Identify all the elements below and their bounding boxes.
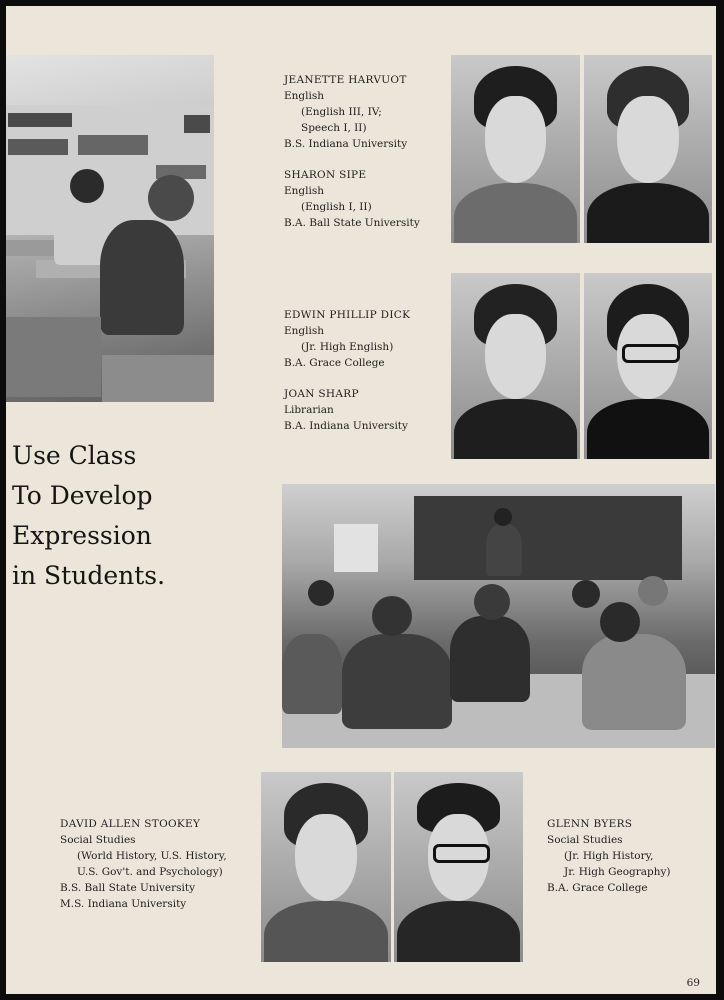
teacher-subject: Social Studies bbox=[547, 834, 623, 846]
portrait-byers bbox=[394, 772, 523, 962]
teacher-courses: U.S. Gov't. and Psychology) bbox=[77, 866, 223, 878]
teacher-subject: English bbox=[284, 325, 325, 337]
portrait-sipe bbox=[584, 55, 712, 243]
bio-sharp bbox=[284, 386, 408, 434]
bio-harvuot bbox=[284, 72, 407, 152]
portrait-sharp bbox=[584, 273, 712, 459]
teacher-name: JOAN SHARP bbox=[284, 388, 359, 400]
teacher-degree: B.A. Ball State University bbox=[284, 217, 420, 229]
portrait-dick bbox=[451, 273, 580, 459]
headline-line-4: in Students. bbox=[12, 561, 166, 590]
teacher-courses: Speech I, II) bbox=[301, 122, 367, 134]
portrait-stookey bbox=[261, 772, 391, 962]
bio-stookey bbox=[60, 816, 227, 912]
teacher-name: SHARON SIPE bbox=[284, 169, 367, 181]
teacher-courses: (World History, U.S. History, bbox=[77, 850, 227, 862]
teacher-courses: (Jr. High History, bbox=[564, 850, 654, 862]
bio-byers bbox=[547, 816, 671, 896]
teacher-degree: B.S. Indiana University bbox=[284, 138, 408, 150]
yearbook-page bbox=[6, 6, 716, 994]
teacher-name: DAVID ALLEN STOOKEY bbox=[60, 818, 201, 830]
teacher-subject: English bbox=[284, 185, 325, 197]
teacher-degree: B.A. Grace College bbox=[284, 357, 385, 369]
teacher-name: JEANETTE HARVUOT bbox=[284, 74, 407, 86]
classroom-photo bbox=[282, 484, 715, 748]
library-photo bbox=[6, 55, 214, 402]
teacher-name: EDWIN PHILLIP DICK bbox=[284, 309, 411, 321]
teacher-degree: B.A. Grace College bbox=[547, 882, 648, 894]
headline-line-3: Expression bbox=[12, 521, 152, 550]
headline-line-2: To Develop bbox=[12, 481, 153, 510]
teacher-degree-2: M.S. Indiana University bbox=[60, 898, 187, 910]
portrait-harvuot bbox=[451, 55, 580, 243]
bio-sipe bbox=[284, 167, 420, 231]
teacher-courses: Jr. High Geography) bbox=[564, 866, 671, 878]
teacher-subject: English bbox=[284, 90, 325, 102]
teacher-courses: (Jr. High English) bbox=[301, 341, 394, 353]
teacher-degree: B.S. Ball State University bbox=[60, 882, 196, 894]
teacher-degree: B.A. Indiana University bbox=[284, 420, 408, 432]
teacher-subject: Social Studies bbox=[60, 834, 136, 846]
teacher-subject: Librarian bbox=[284, 404, 334, 416]
page-number: 69 bbox=[686, 977, 700, 989]
bio-dick bbox=[284, 307, 410, 371]
teacher-name: GLENN BYERS bbox=[547, 818, 633, 830]
teacher-courses: (English III, IV; bbox=[301, 106, 382, 118]
headline-line-1: Use Class bbox=[12, 441, 137, 470]
teacher-courses: (English I, II) bbox=[301, 201, 372, 213]
headline bbox=[12, 436, 165, 596]
